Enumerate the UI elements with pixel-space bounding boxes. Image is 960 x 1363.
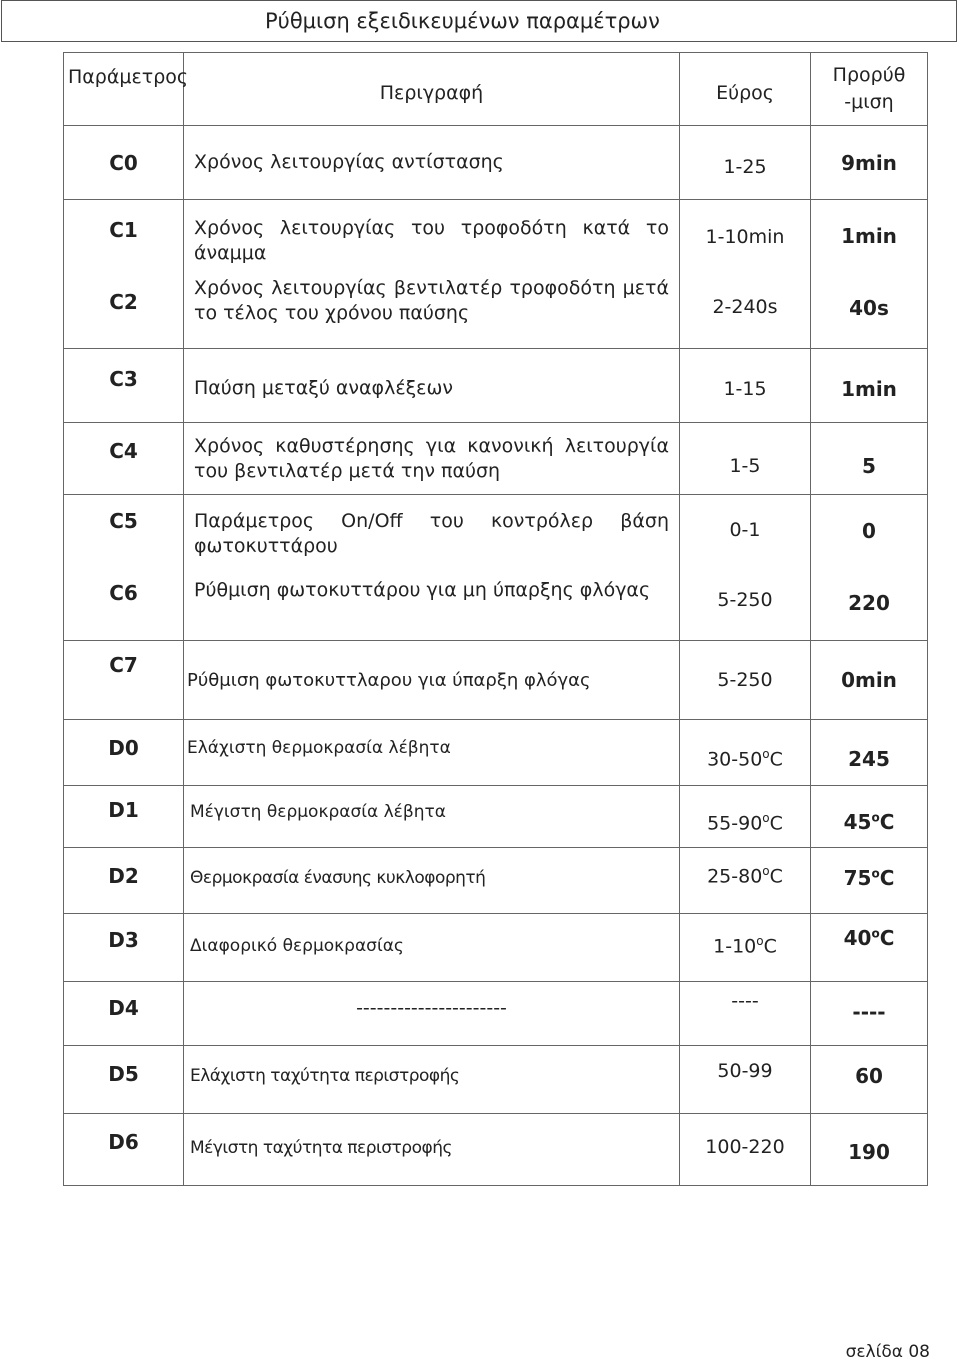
param-range: 50-99 <box>680 1046 811 1114</box>
param-description: Θερμοκρασία ένασυης κυκλοφορητή <box>184 848 680 914</box>
param-code: D5 <box>64 1046 184 1114</box>
param-description: Ελάχιστη θερμοκρασία λέβητα <box>184 720 680 786</box>
degree-symbol: o <box>762 864 770 878</box>
degree-symbol: o <box>871 866 880 881</box>
param-default: 0 220 <box>811 495 928 641</box>
param-range: ---- <box>680 982 811 1046</box>
param-range: 1-10min 2-240s <box>680 200 811 349</box>
param-range: 25-80$^o$C <box>680 848 811 914</box>
param-range: 0-1 5-250 <box>680 495 811 641</box>
table-row <box>64 914 928 982</box>
param-code: D2 <box>64 848 184 914</box>
param-default: 1min <box>811 349 928 423</box>
param-range: 55-90$^o$C <box>680 786 811 848</box>
param-description: Διαφορικό θερμοκρασίας <box>184 914 680 982</box>
param-description: Ελάχιστη ταχύτητα περιστροφής <box>184 1046 680 1114</box>
param-default: ---- <box>811 982 928 1046</box>
param-default: 45$^o$C <box>811 786 928 848</box>
param-description: ---------------------- <box>184 982 680 1046</box>
param-description: Χρόνος καθυστέρησης για κανονική λειτουργία του βεντιλατέρ μετά την παύση <box>184 423 680 495</box>
param-range: 5-250 <box>680 641 811 720</box>
degree-symbol: o <box>871 926 880 941</box>
table-row <box>64 1114 928 1186</box>
table-row <box>64 848 928 914</box>
param-default: 190 <box>811 1114 928 1186</box>
param-description: Ρύθμιση φωτοκυττλαρου για ύπαρξη φλόγας <box>184 641 680 720</box>
page-number: σελίδα 08 <box>845 1342 930 1362</box>
table-row <box>64 982 928 1046</box>
table-row <box>64 126 928 200</box>
param-description: Παύση μεταξύ αναφλέξεων <box>184 349 680 423</box>
param-range: 1-15 <box>680 349 811 423</box>
parameters-table <box>63 52 928 1186</box>
param-code: C4 <box>64 423 184 495</box>
param-default: 5 <box>811 423 928 495</box>
param-description: Χρόνος λειτουργίας αντίστασης <box>184 126 680 200</box>
param-description: Μέγιστη ταχύτητα περιστροφής <box>184 1114 680 1186</box>
table-row <box>64 720 928 786</box>
param-default: 1min 40s <box>811 200 928 349</box>
param-description: Μέγιστη θερμοκρασία λέβητα <box>184 786 680 848</box>
table-row <box>64 786 928 848</box>
param-code: D3 <box>64 914 184 982</box>
param-range: 100-220 <box>680 1114 811 1186</box>
table-row <box>64 641 928 720</box>
param-code: C1 C2 <box>64 200 184 349</box>
header-description: Περιγραφή <box>184 53 680 126</box>
param-default: 60 <box>811 1046 928 1114</box>
table-row <box>64 423 928 495</box>
param-range: 30-50$^o$C <box>680 720 811 786</box>
param-default: 75$^o$C <box>811 848 928 914</box>
param-code: C7 <box>64 641 184 720</box>
param-code: D6 <box>64 1114 184 1186</box>
degree-symbol: o <box>871 809 880 824</box>
page-title: Ρύθμιση εξειδικευμένων παραμέτρων <box>1 0 957 42</box>
table-row <box>64 495 928 641</box>
param-code: D4 <box>64 982 184 1046</box>
degree-symbol: o <box>762 746 770 761</box>
header-range: Εύρος <box>680 53 811 126</box>
param-default: 9min <box>811 126 928 200</box>
header-param: Παράμετρος <box>64 53 184 126</box>
param-range: 1-10$^o$C <box>680 914 811 982</box>
param-code: C3 <box>64 349 184 423</box>
param-code: D0 <box>64 720 184 786</box>
param-range: 1-25 <box>680 126 811 200</box>
param-description: Παράμετρος On/Off του κοντρόλερ βάση φωτοκυττάρου Ρύθμιση φωτοκυττάρου για μη ύπαρξης φλόγας <box>184 495 680 641</box>
table-row <box>64 1046 928 1114</box>
param-default: 40$^o$C <box>811 914 928 982</box>
param-range: 1-5 <box>680 423 811 495</box>
param-code: C0 <box>64 126 184 200</box>
table-row <box>64 200 928 349</box>
param-description: Χρόνος λειτουργίας του τροφοδότη κατά το άναμμα Χρόνος λειτουργίας βεντιλατέρ τροφοδότη μετά το τέλος του χρόνου παύσης <box>184 200 680 349</box>
table-header-row <box>64 53 928 126</box>
header-default: Προρύθ -μιση <box>811 53 928 126</box>
degree-symbol: o <box>756 934 764 948</box>
param-code: D1 <box>64 786 184 848</box>
degree-symbol: o <box>762 810 770 825</box>
param-default: 0min <box>811 641 928 720</box>
param-default: 245 <box>811 720 928 786</box>
param-code: C5 C6 <box>64 495 184 641</box>
table-row <box>64 349 928 423</box>
